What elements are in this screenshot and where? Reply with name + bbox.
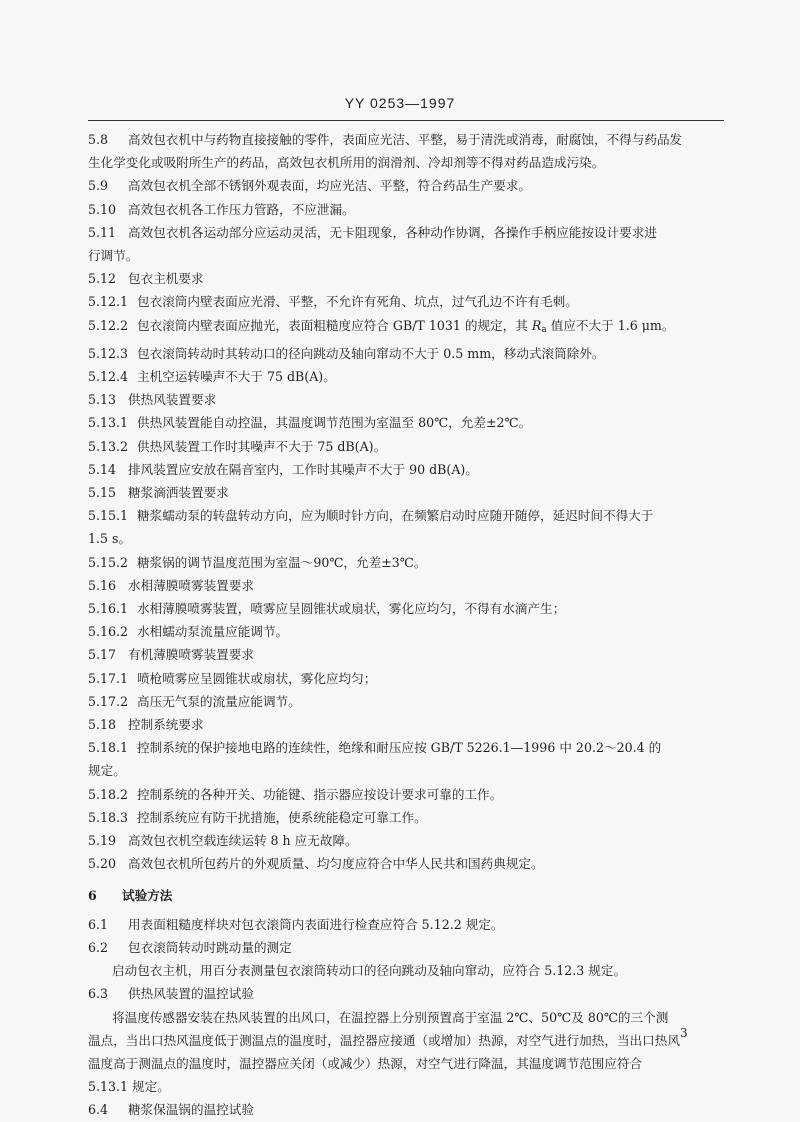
clause-text-tail: 值应不大于 1.6 μm。 <box>546 317 675 333</box>
clause-line <box>88 527 724 550</box>
clause-number: 5.13.1 <box>88 415 129 431</box>
clause-text: 高效包衣机所包药片的外观质量、均匀度应符合中华人民共和国药典规定。 <box>128 856 544 872</box>
clause-line <box>88 783 724 806</box>
clause-number: 5.12.4 <box>88 369 129 385</box>
clause-text: 高效包衣机各工作压力管路，不应泄漏。 <box>128 201 355 217</box>
clause-number: 5.12.1 <box>88 294 129 310</box>
test-line <box>88 1075 724 1098</box>
test-text: 温度高于测温点的温度时，温控器应关闭（或减少）热源，对空气进行降温，其温度调节范围应符合 <box>88 1055 643 1071</box>
test-line <box>88 982 724 1005</box>
clause-number: 5.18.1 <box>88 740 129 756</box>
test-text: 包衣滚筒转动时跳动量的测定 <box>128 939 292 955</box>
clause-line <box>88 551 724 574</box>
clause-line <box>88 174 724 197</box>
clause-line <box>88 690 724 713</box>
test-line <box>88 1098 724 1121</box>
clause-line <box>88 597 724 620</box>
clause-number: 5.19 <box>88 833 117 849</box>
clause-line <box>88 643 724 666</box>
clause-number: 5.13 <box>88 392 117 408</box>
section-heading <box>88 884 724 907</box>
test-line <box>88 936 724 959</box>
clause-text: 控制系统的保护接地电路的连续性，绝缘和耐压应按 GB/T 5226.1—1996 中 20.2～20.4 的 <box>137 740 662 756</box>
test-line <box>88 959 724 982</box>
test-number: 6.4 <box>88 1102 109 1118</box>
clause-line <box>88 314 724 342</box>
clause-text: 包衣滚筒内壁表面应抛光，表面粗糙度应符合 GB/T 1031 的规定，其 <box>137 317 532 333</box>
test-methods-list <box>88 913 724 1122</box>
clause-line <box>88 574 724 597</box>
test-line <box>88 1029 724 1052</box>
clause-line <box>88 806 724 829</box>
clause-number: 5.18.2 <box>88 786 129 802</box>
clause-line <box>88 290 724 313</box>
test-text: 供热风装置的温控试验 <box>128 986 254 1002</box>
clause-line <box>88 342 724 365</box>
clause-text: 高效包衣机空载连续运转 8 h 应无故障。 <box>128 833 358 849</box>
clause-text: 糖浆蠕动泵的转盘转动方向，应为顺时针方向，在频繁启动时应随开随停，延迟时间不得大于 <box>137 508 654 524</box>
clause-line <box>88 667 724 690</box>
clause-line <box>88 221 724 244</box>
clause-text: 有机薄膜喷雾装置要求 <box>128 647 254 663</box>
test-number: 6.1 <box>88 916 109 932</box>
clause-text: 控制系统的各种开关、功能键、指示器应按设计要求可靠的工作。 <box>137 786 503 802</box>
clause-number: 5.17.2 <box>88 693 129 709</box>
test-number: 6.3 <box>88 986 109 1002</box>
section-number: 6 <box>88 887 97 903</box>
test-text: 用表面粗糙度样块对包衣滚筒内表面进行检查应符合 5.12.2 规定。 <box>128 916 504 932</box>
clause-text: 供热风装置要求 <box>128 392 217 408</box>
clause-text: 排风装置应安放在隔音室内，工作时其噪声不大于 90 dB(A)。 <box>128 461 478 477</box>
test-text: 温点，当出口热风温度低于测温点的温度时，温控器应接通（或增加）热源，对空气进行加热，当出口热风 <box>88 1032 680 1048</box>
clause-line <box>88 829 724 852</box>
clause-text: 水相薄膜喷雾装置要求 <box>128 577 254 593</box>
test-text: 糖浆保温锅的温控试验 <box>128 1102 254 1118</box>
clause-line <box>88 151 724 174</box>
document-header: YY 0253—1997 <box>344 95 456 111</box>
clause-number: 5.18.3 <box>88 809 129 825</box>
test-text: 将温度传感器安装在热风装置的出风口，在温控器上分别预置高于室温 2℃、50℃及 80℃的三个测 <box>112 1009 669 1025</box>
clause-text: 高效包衣机中与药物直接接触的零件，表面应光洁、平整，易于清洗或消毒，耐腐蚀，不得与药品发 <box>128 132 683 147</box>
clause-text: 生化学变化或吸附所生产的药品，高效包衣机所用的润滑剂、冷却剂等不得对药品造成污染。 <box>88 155 605 171</box>
clause-text: 高效包衣机全部不锈钢外观表面，均应光洁、平整，符合药品生产要求。 <box>128 178 531 194</box>
clause-number: 5.16.2 <box>88 624 129 640</box>
clause-text: 供热风装置能自动控温，其温度调节范围为室温至 80℃，允差±2℃。 <box>137 415 532 431</box>
clause-number: 5.8 <box>88 132 109 147</box>
clause-line <box>88 736 724 759</box>
clause-text: 水相薄膜喷雾装置，喷雾应呈圆锥状或扇状，雾化应均匀，不得有水滴产生； <box>137 601 566 617</box>
clause-line <box>88 458 724 481</box>
test-text: 5.13.1 规定。 <box>88 1079 170 1095</box>
roughness-subscript: a <box>541 324 547 335</box>
clause-number: 5.12.2 <box>88 317 129 333</box>
clause-text: 主机空运转噪声不大于 75 dB(A)。 <box>137 369 336 385</box>
clause-text: 喷枪喷雾应呈圆锥状或扇状，雾化应均匀； <box>137 670 377 686</box>
clause-number: 5.16 <box>88 577 117 593</box>
clause-line <box>88 713 724 736</box>
clause-number: 5.16.1 <box>88 601 129 617</box>
clause-text: 糖浆锅的调节温度范围为室温～90℃，允差±3℃。 <box>137 554 427 570</box>
clause-line <box>88 128 724 151</box>
clause-text: 高压无气泵的流量应能调节。 <box>137 693 301 709</box>
clause-number: 5.9 <box>88 178 109 194</box>
clause-number: 5.14 <box>88 461 117 477</box>
page-number: 3 <box>680 1026 688 1040</box>
clause-line <box>88 759 724 782</box>
clause-line <box>88 852 724 875</box>
section-title: 试验方法 <box>122 887 173 903</box>
header-divider <box>88 120 724 121</box>
clause-line <box>88 388 724 411</box>
test-line <box>88 913 724 936</box>
clause-number: 5.11 <box>88 224 117 240</box>
clause-number: 5.13.2 <box>88 438 129 454</box>
requirements-list <box>88 128 724 876</box>
document-body <box>88 128 724 1122</box>
roughness-symbol: R <box>531 317 542 333</box>
clause-line <box>88 244 724 267</box>
test-line <box>88 1006 724 1029</box>
clause-number: 5.15 <box>88 485 117 501</box>
test-number: 6.2 <box>88 939 109 955</box>
clause-line <box>88 504 724 527</box>
clause-text: 控制系统应有防干扰措施，使系统能稳定可靠工作。 <box>137 809 427 825</box>
clause-number: 5.15.2 <box>88 554 129 570</box>
clause-number: 5.20 <box>88 856 117 872</box>
clause-line <box>88 620 724 643</box>
clause-number: 5.12 <box>88 271 117 287</box>
clause-line <box>88 198 724 221</box>
clause-number: 5.17.1 <box>88 670 129 686</box>
clause-line <box>88 267 724 290</box>
clause-text: 1.5 s。 <box>88 531 132 547</box>
clause-line <box>88 411 724 434</box>
clause-number: 5.15.1 <box>88 508 129 524</box>
clause-text: 包衣滚筒转动时其转动口的径向跳动及轴向窜动不大于 0.5 mm，移动式滚筒除外。 <box>137 345 605 361</box>
clause-number: 5.17 <box>88 647 117 663</box>
clause-text: 高效包衣机各运动部分应运动灵活，无卡阻现象，各种动作协调，各操作手柄应能按设计要求进 <box>128 224 657 240</box>
clause-text: 规定。 <box>88 763 126 779</box>
clause-number: 5.12.3 <box>88 345 129 361</box>
clause-line <box>88 481 724 504</box>
clause-number: 5.18 <box>88 717 117 733</box>
clause-text: 行调节。 <box>88 248 139 264</box>
clause-text: 控制系统要求 <box>128 717 204 733</box>
clause-text: 包衣滚筒内壁表面应光滑、平整，不允许有死角、坑点，过气孔边不许有毛刺。 <box>137 294 578 310</box>
test-line <box>88 1052 724 1075</box>
clause-text: 糖浆滴洒装置要求 <box>128 485 229 501</box>
clause-line <box>88 365 724 388</box>
clause-text: 包衣主机要求 <box>128 271 204 287</box>
clause-number: 5.10 <box>88 201 117 217</box>
clause-text: 供热风装置工作时其噪声不大于 75 dB(A)。 <box>137 438 387 454</box>
clause-line <box>88 435 724 458</box>
test-text: 启动包衣主机，用百分表测量包衣滚筒转动口的径向跳动及轴向窜动，应符合 5.12.3 规定。 <box>112 963 627 979</box>
clause-text: 水相蠕动泵流量应能调节。 <box>137 624 289 640</box>
